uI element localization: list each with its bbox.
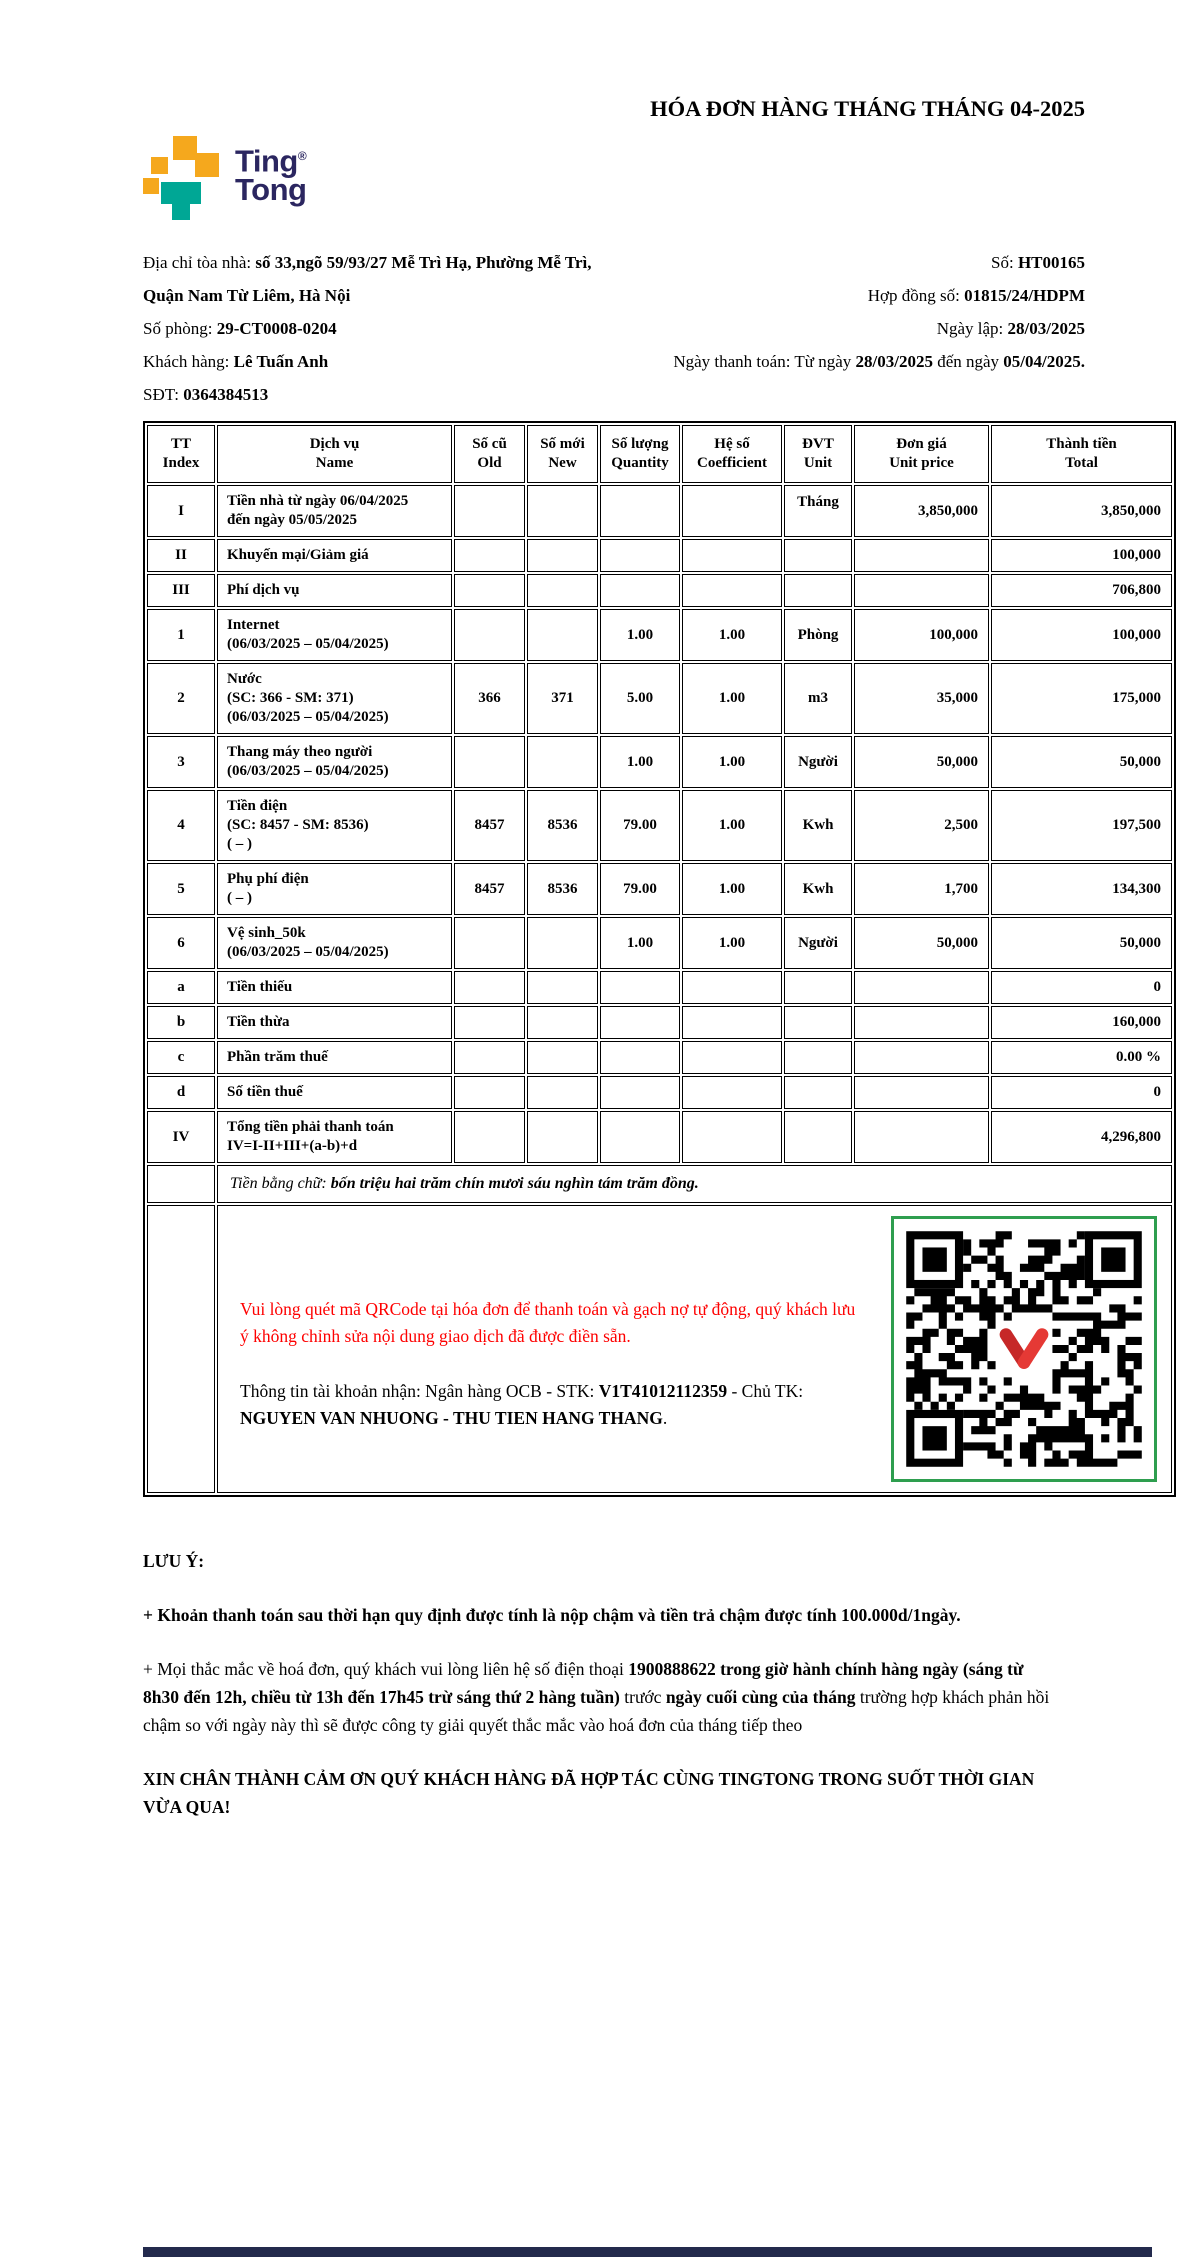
- table-extra: [147, 1165, 1172, 1493]
- table-row: [147, 485, 1172, 537]
- cell-idx: III: [147, 574, 215, 607]
- cell-unit: Kwh: [784, 863, 852, 915]
- header-row: [147, 425, 1172, 483]
- issue-date: Ngày lập: 28/03/2025: [936, 319, 1085, 338]
- cell-name: Tổng tiền phải thanh toán IV=I-II+III+(a-b)+d: [217, 1111, 452, 1163]
- customer-name: Khách hàng: Lê Tuấn Anh: [143, 352, 329, 371]
- cell-price: 2,500: [854, 790, 989, 861]
- cell-old: [454, 1111, 525, 1163]
- cell-unit: [784, 1006, 852, 1039]
- brand-wordmark: [235, 142, 306, 222]
- qr-instruction-note: Vui lòng quét mã QRCode tại hóa đơn để thanh toán và gạch nợ tự động, quý khách lưu ý không chỉnh sửa nội dung giao dịch đã được điền sẵn.: [240, 1299, 856, 1346]
- cell-total: 50,000: [991, 736, 1172, 788]
- cell-new: [527, 485, 598, 537]
- cell-coef: [682, 574, 782, 607]
- cell-price: 35,000: [854, 663, 989, 734]
- cell-name: Tiền thiếu: [217, 971, 452, 1004]
- qr-text-block: [228, 1266, 891, 1432]
- cell-unit: m3: [784, 663, 852, 734]
- cell-new: [527, 1006, 598, 1039]
- cell-price: [854, 971, 989, 1004]
- cell-coef: 1.00: [682, 609, 782, 661]
- cell-name: Nước (SC: 366 - SM: 371) (06/03/2025 – 05/04/2025): [217, 663, 452, 734]
- table-row: [147, 863, 1172, 915]
- cell-total: 4,296,800: [991, 1111, 1172, 1163]
- cell-price: 100,000: [854, 609, 989, 661]
- cell-name: Internet (06/03/2025 – 05/04/2025): [217, 609, 452, 661]
- brand-logo: [143, 136, 306, 222]
- cell-total: 50,000: [991, 917, 1172, 969]
- cell-name: Thang máy theo người (06/03/2025 – 05/04/2025): [217, 736, 452, 788]
- cell-old: [454, 485, 525, 537]
- cell-total: 160,000: [991, 1006, 1172, 1039]
- cell-name: Phần trăm thuế: [217, 1041, 452, 1074]
- cell-new: [527, 1041, 598, 1074]
- table-row: [147, 790, 1172, 861]
- cell-coef: [682, 1111, 782, 1163]
- cell-qty: 5.00: [600, 663, 680, 734]
- cell-old: [454, 971, 525, 1004]
- qr-section-cell: [217, 1205, 1172, 1493]
- cell-price: [854, 1111, 989, 1163]
- cell-total: 0.00 %: [991, 1041, 1172, 1074]
- table-row: [147, 736, 1172, 788]
- cell-idx: d: [147, 1076, 215, 1109]
- cell-total: 197,500: [991, 790, 1172, 861]
- cell-price: 3,850,000: [854, 485, 989, 537]
- column-header: Số mới New: [527, 425, 598, 483]
- logo-pixel: [173, 136, 197, 160]
- cell-price: 50,000: [854, 917, 989, 969]
- account-info: Thông tin tài khoản nhận: Ngân hàng OCB - STK: V1T41012112359 - Chủ TK: NGUYEN VAN NHUONG - THU TIEN HANG THANG.: [240, 1381, 804, 1428]
- cell-unit: [784, 1041, 852, 1074]
- cell-new: 371: [527, 663, 598, 734]
- footer-notes: [143, 1547, 1051, 1821]
- cell-new: [527, 539, 598, 572]
- cell-coef: [682, 1041, 782, 1074]
- cell-new: [527, 609, 598, 661]
- cell-unit: [784, 574, 852, 607]
- cell-total: 0: [991, 1076, 1172, 1109]
- customer-phone: SĐT: 0364384513: [143, 385, 269, 404]
- cell-idx: 5: [147, 863, 215, 915]
- cell-qty: [600, 971, 680, 1004]
- cell-name: Tiền nhà từ ngày 06/04/2025 đến ngày 05/05/2025: [217, 485, 452, 537]
- cell-idx: b: [147, 1006, 215, 1039]
- cell-unit: Người: [784, 736, 852, 788]
- cell-name: Khuyến mại/Giảm giá: [217, 539, 452, 572]
- cell-coef: [682, 485, 782, 537]
- cell-new: [527, 736, 598, 788]
- cell-idx: c: [147, 1041, 215, 1074]
- cell-coef: 1.00: [682, 863, 782, 915]
- cell-coef: 1.00: [682, 917, 782, 969]
- cell-total: 100,000: [991, 609, 1172, 661]
- cell-old: [454, 539, 525, 572]
- cell-price: [854, 574, 989, 607]
- registered-mark: ®: [297, 149, 307, 163]
- table-row: [147, 574, 1172, 607]
- empty-cell: [147, 1205, 215, 1493]
- cell-name: Phí dịch vụ: [217, 574, 452, 607]
- cell-old: 366: [454, 663, 525, 734]
- table-row: [147, 539, 1172, 572]
- cell-new: [527, 917, 598, 969]
- cell-unit: Tháng: [784, 485, 852, 537]
- cell-qty: 1.00: [600, 609, 680, 661]
- cell-name: Số tiền thuế: [217, 1076, 452, 1109]
- column-header: Hệ số Coefficient: [682, 425, 782, 483]
- cell-old: 8457: [454, 790, 525, 861]
- building-address: Địa chỉ tòa nhà: số 33,ngõ 59/93/27 Mễ Trì Hạ, Phường Mễ Trì, Quận Nam Từ Liêm, Hà Nội: [143, 253, 592, 305]
- cell-coef: [682, 1076, 782, 1109]
- thank-you-message: XIN CHÂN THÀNH CẢM ƠN QUÝ KHÁCH HÀNG ĐÃ HỢP TÁC CÙNG TINGTONG TRONG SUỐT THỜI GIAN VỪA QUA!: [143, 1769, 1035, 1817]
- cell-total: 0: [991, 971, 1172, 1004]
- cell-total: 706,800: [991, 574, 1172, 607]
- invoice-meta: [143, 246, 1085, 411]
- cell-qty: 79.00: [600, 790, 680, 861]
- table-row: [147, 1041, 1172, 1074]
- notes-heading: LƯU Ý:: [143, 1551, 205, 1571]
- cell-total: 3,850,000: [991, 485, 1172, 537]
- cell-name: Tiền thừa: [217, 1006, 452, 1039]
- meta-right-block: [635, 246, 1085, 411]
- cell-coef: 1.00: [682, 790, 782, 861]
- logo-pixel: [151, 157, 168, 174]
- cell-new: [527, 574, 598, 607]
- qr-row: [147, 1205, 1172, 1493]
- cell-coef: 1.00: [682, 736, 782, 788]
- tingtong-logo-icon: [143, 136, 223, 222]
- column-header: TT Index: [147, 425, 215, 483]
- cell-idx: II: [147, 539, 215, 572]
- table-body: [147, 485, 1172, 1163]
- cell-idx: I: [147, 485, 215, 537]
- cell-coef: [682, 539, 782, 572]
- column-header: Đơn giá Unit price: [854, 425, 989, 483]
- brand-name-line1: Ting: [235, 143, 298, 179]
- cell-unit: Phòng: [784, 609, 852, 661]
- cell-new: [527, 1111, 598, 1163]
- cell-idx: a: [147, 971, 215, 1004]
- cell-unit: [784, 1076, 852, 1109]
- table-row: [147, 1111, 1172, 1163]
- cell-old: [454, 1006, 525, 1039]
- cell-name: Phụ phí điện ( – ): [217, 863, 452, 915]
- cell-new: 8536: [527, 863, 598, 915]
- page-bottom-bar: [143, 2247, 1152, 2257]
- page-header: [143, 92, 1085, 222]
- empty-cell: [147, 1165, 215, 1203]
- cell-price: [854, 1076, 989, 1109]
- cell-old: [454, 1041, 525, 1074]
- page-title: HÓA ĐƠN HÀNG THÁNG THÁNG 04-2025: [650, 96, 1085, 121]
- column-header: Số cũ Old: [454, 425, 525, 483]
- cell-idx: 1: [147, 609, 215, 661]
- invoice-number: Số: HT00165: [991, 253, 1085, 272]
- cell-price: 1,700: [854, 863, 989, 915]
- cell-qty: [600, 1111, 680, 1163]
- cell-unit: [784, 539, 852, 572]
- cell-price: [854, 1041, 989, 1074]
- cell-qty: [600, 1041, 680, 1074]
- cell-name: Vệ sinh_50k (06/03/2025 – 05/04/2025): [217, 917, 452, 969]
- cell-unit: Người: [784, 917, 852, 969]
- cell-old: [454, 736, 525, 788]
- table-row: [147, 663, 1172, 734]
- invoice-table: [143, 421, 1176, 1497]
- cell-unit: Kwh: [784, 790, 852, 861]
- amount-in-words-row: [147, 1165, 1172, 1203]
- note-late-payment: + Khoản thanh toán sau thời hạn quy định được tính là nộp chậm và tiền trả chậm được tính 100.000d/1ngày.: [143, 1605, 961, 1625]
- cell-total: 134,300: [991, 863, 1172, 915]
- cell-coef: [682, 971, 782, 1004]
- meta-left-block: [143, 246, 635, 411]
- table-row: [147, 917, 1172, 969]
- qr-code: [891, 1216, 1157, 1482]
- cell-qty: [600, 1076, 680, 1109]
- cell-qty: [600, 1006, 680, 1039]
- column-header: Thành tiền Total: [991, 425, 1172, 483]
- cell-qty: [600, 574, 680, 607]
- cell-old: [454, 574, 525, 607]
- cell-idx: 3: [147, 736, 215, 788]
- table-row: [147, 609, 1172, 661]
- cell-total: 175,000: [991, 663, 1172, 734]
- cell-old: 8457: [454, 863, 525, 915]
- cell-old: [454, 609, 525, 661]
- brand-name-line2: Tong: [235, 172, 307, 208]
- cell-price: 50,000: [854, 736, 989, 788]
- cell-qty: [600, 539, 680, 572]
- cell-qty: 1.00: [600, 917, 680, 969]
- room-number: Số phòng: 29-CT0008-0204: [143, 319, 337, 338]
- table-head: [147, 425, 1172, 483]
- contract-number: Hợp đồng số: 01815/24/HDPM: [867, 286, 1085, 305]
- table-row: [147, 1076, 1172, 1109]
- cell-idx: 6: [147, 917, 215, 969]
- cell-qty: 79.00: [600, 863, 680, 915]
- logo-pixel: [195, 153, 219, 177]
- payment-period: Ngày thanh toán: Từ ngày 28/03/2025 đến ngày 05/04/2025.: [673, 352, 1085, 371]
- cell-qty: 1.00: [600, 736, 680, 788]
- cell-new: [527, 971, 598, 1004]
- cell-total: 100,000: [991, 539, 1172, 572]
- cell-idx: 2: [147, 663, 215, 734]
- column-header: Số lượng Quantity: [600, 425, 680, 483]
- cell-unit: [784, 1111, 852, 1163]
- cell-qty: [600, 485, 680, 537]
- cell-new: [527, 1076, 598, 1109]
- table-row: [147, 971, 1172, 1004]
- cell-new: 8536: [527, 790, 598, 861]
- column-header: Dịch vụ Name: [217, 425, 452, 483]
- cell-old: [454, 1076, 525, 1109]
- column-header: ĐVT Unit: [784, 425, 852, 483]
- cell-old: [454, 917, 525, 969]
- amount-in-words: Tiền bằng chữ: bốn triệu hai trăm chín mươi sáu nghìn tám trăm đồng.: [217, 1165, 1172, 1203]
- cell-idx: 4: [147, 790, 215, 861]
- logo-pixel: [161, 182, 201, 204]
- cell-coef: [682, 1006, 782, 1039]
- cell-price: [854, 539, 989, 572]
- table-row: [147, 1006, 1172, 1039]
- note-hotline: + Mọi thắc mắc về hoá đơn, quý khách vui lòng liên hệ số điện thoại 1900888622 trong giờ hành chính hàng ngày (sáng từ 8h30 đến 12h, chiều từ 13h đến 17h45 trừ sáng thứ 2 hàng tuần) trước ngày cuối cùng của tháng trường hợp khách phản hồi chậm so với ngày này thì sẽ được công ty giải quyết thắc mắc vào hoá đơn của tháng tiếp theo: [143, 1659, 1050, 1735]
- cell-unit: [784, 971, 852, 1004]
- logo-pixel: [143, 178, 159, 194]
- cell-idx: IV: [147, 1111, 215, 1163]
- logo-pixel: [172, 204, 190, 220]
- cell-coef: 1.00: [682, 663, 782, 734]
- cell-price: [854, 1006, 989, 1039]
- cell-name: Tiền điện (SC: 8457 - SM: 8536) ( – ): [217, 790, 452, 861]
